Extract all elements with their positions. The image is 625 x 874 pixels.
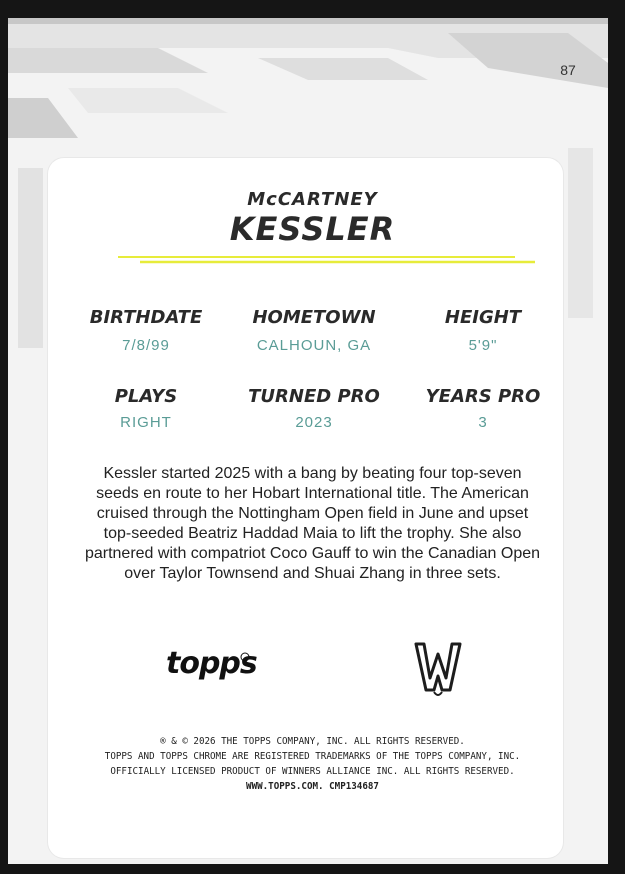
stat-value-height: 5'9" xyxy=(468,337,498,354)
stat-value-plays: RIGHT xyxy=(120,414,172,431)
bio-line: seeds en route to her Hobart International title. The American xyxy=(96,485,529,502)
player-bio xyxy=(70,464,555,584)
bio-line: partnered with compatriot Coco Gauff to win the Canadian Open xyxy=(84,545,541,562)
bio-line: top-seeded Beatriz Haddad Maia to lift the trophy. She also xyxy=(103,525,522,542)
name-underline-decoration xyxy=(0,252,625,272)
legal-trademarks: TOPPS AND TOPPS CHROME ARE REGISTERED TRADEMARKS OF THE TOPPS COMPANY, INC. xyxy=(104,751,521,762)
legal-website: WWW.TOPPS.COM. CMP134687 xyxy=(246,781,379,792)
stat-value-turned-pro: 2023 xyxy=(295,414,333,431)
bio-line: cruised through the Nottingham Open field in June and upset xyxy=(96,505,529,522)
stat-label-turned-pro: TURNED PRO xyxy=(248,386,380,407)
stat-value-hometown: CALHOUN, GA xyxy=(256,337,372,354)
stat-label-height: HEIGHT xyxy=(444,307,522,328)
winners-alliance-logo-icon xyxy=(412,640,464,698)
stat-value-birthdate: 7/8/99 xyxy=(122,337,170,354)
stat-value-years-pro: 3 xyxy=(478,414,488,431)
stat-label-birthdate: BIRTHDATE xyxy=(89,307,203,328)
topps-logo-text: topps xyxy=(166,646,257,681)
legal-license: OFFICIALLY LICENSED PRODUCT OF WINNERS ALLIANCE INC. ALL RIGHTS RESERVED. xyxy=(110,766,515,777)
legal-copyright: ® & © 2026 THE TOPPS COMPANY, INC. ALL RIGHTS RESERVED. xyxy=(160,736,465,747)
card-number: 87 xyxy=(560,62,576,78)
stat-label-years-pro: YEARS PRO xyxy=(425,386,541,407)
topps-logo xyxy=(166,646,257,688)
bio-line: Kessler started 2025 with a bang by beating four top-seven xyxy=(103,465,522,482)
stat-label-hometown: HOMETOWN xyxy=(252,307,376,328)
stat-label-plays: PLAYS xyxy=(114,386,178,407)
player-last-name: KESSLER xyxy=(229,210,396,248)
registered-mark-icon xyxy=(240,652,250,662)
bio-line: over Taylor Townsend and Shuai Zhang in three sets. xyxy=(124,565,501,582)
player-first-name: McCARTNEY xyxy=(247,189,378,210)
